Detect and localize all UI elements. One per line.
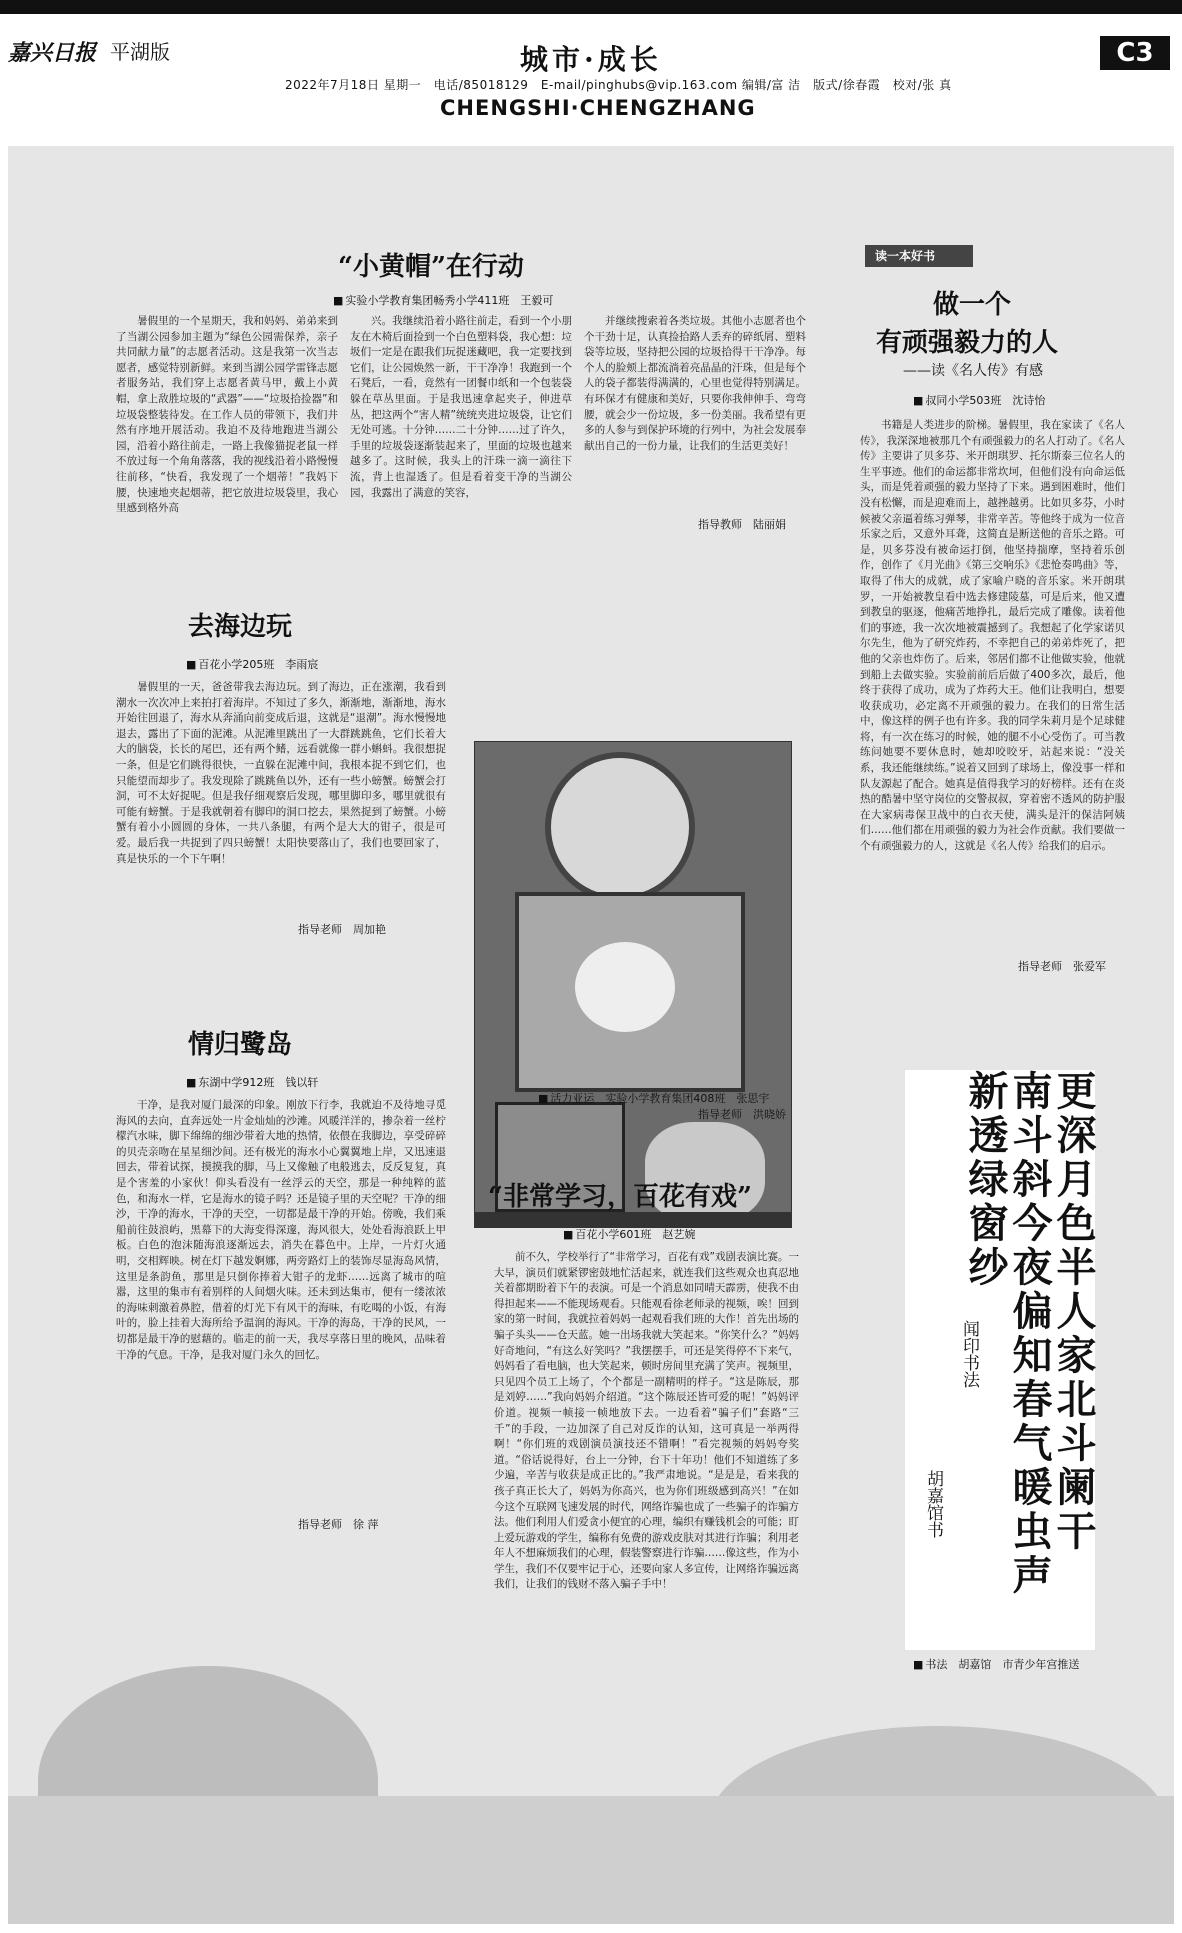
- calligraphy-column: 新透绿窗纱: [962, 1070, 1009, 1290]
- section-pinyin: CHENGSHI·CHENGZHANG: [440, 96, 756, 120]
- student-painting: [474, 741, 792, 1228]
- article-title: 去海边玩: [188, 612, 293, 642]
- article-body: 兴。我继续沿着小路往前走，看到一个小朋友在木椅后面捡到一个白色塑料袋，我心想：垃圾们一定是在跟我们玩捉迷藏吧，我一定要找到它们，让公园焕然一新，干干净净！我跑到一个石凳后，一看，竟然有一团餐巾纸和一个包装袋躲在草丛里面。于是我迅速拿起夹子，伸进草丛，把这两个“害人精”统统夹进垃圾袋，让它们无处可逃。十分钟……二十分钟……过了许久，手里的垃圾袋逐渐装起来了，里面的垃圾也越来越多了。这时候，我头上的汗珠一滴一滴往下流，背上也湿透了。但是看着变干净的当湖公园，我露出了满意的笑容，: [350, 315, 572, 499]
- article-body: 暑假里的一个星期天，我和妈妈、弟弟来到了当湖公园参加主题为“绿色公园需保养，亲子共同献力量”的志愿者活动。这是我第一次当志愿者，感觉特别新鲜。来到当湖公园学雷锋志愿者服务站，我们穿上志愿者黄马甲，戴上小黄帽，拿上敌胜垃圾的“武器”——“垃圾拾捡器”和垃圾袋整装待发。在工作人员的带领下，我们井然有序地开展活动。我迫不及待地跑进当湖公园，沿着小路往前走，一路上我像猫捉老鼠一样不放过每一个角角落落，我的视线沿着小路慢慢往前移，“快看，我发现了一个烟蒂！”我妈下腰，快速地夹起烟蒂，把它放进垃圾袋里，我心里感到格外高: [116, 315, 338, 515]
- article-byline: ■ 东湖中学912班 钱以轩: [186, 1074, 318, 1090]
- article-body: 暑假里的一天，爸爸带我去海边玩。到了海边，正在涨潮，我看到潮水一次次冲上来拍打着海岸。不知过了多久，渐渐地，渐渐地，海水开始往回退了，海水从奔涌向前变成后退，这就是“退潮”。海水慢慢地退去，露出了下面的泥滩。从泥滩里跳出了一大群跳跳鱼，它们长着大大的脑袋，长长的尾巴，还有两个鳍，远看就像一群小蝌蚪。我很想捉一条，但是它们跳得很快，一直躲在泥滩中间，我根本捉不到它们，也只能望而却步了。我发现除了跳跳鱼以外，还有一些小螃蟹。螃蟹会打洞，可不太好捉呢。但是我仔细观察后发现，哪里脚印多，哪里就很有可能有螃蟹。于是我就朝着有脚印的洞口挖去，果然捉到了螃蟹。小螃蟹有着小小圆圆的身体，一共八条腿，有两个是大大的钳子，很是可爱。最后我一共捉到了四只螃蟹！太阳快要落山了，我们也要回家了，真是快乐的一个下午啊！: [116, 681, 446, 865]
- article-advisor: 指导教师 陆丽娟: [698, 518, 786, 531]
- article-body: 并继续搜索着各类垃圾。其他小志愿者也个个干劲十足，认真捡拾路人丢弃的碎纸屑、塑料袋等垃圾，坚持把公园的垃圾拾得干干净净。每个人的脸颊上都流淌着亮晶晶的汗珠，但是每个人的袋子都装得满满的，心里也觉得特别满足。有环保才有健康和美好，只要你我伸伸手、弯弯腰，就会少一份垃圾，多一份美丽。我希望有更多的人参与到保护环境的行列中，为社会发展奉献出自己的一份力量，让我们的生活更美好！: [584, 315, 806, 452]
- calligraphy-column: 南斗斜今夜偏知春气暖虫声: [1006, 1070, 1053, 1598]
- article-title: 情归鹭岛: [188, 1030, 293, 1060]
- article-byline: ■ 实验小学教育集团畅秀小学411班 王毅可: [333, 292, 553, 308]
- article-advisor: 指导老师 张爱军: [1018, 960, 1106, 973]
- article-body: 前不久，学校举行了“非常学习，百花有戏”戏剧表演比赛。一大早，演员们就紧锣密鼓地忙活起来，就连我们这些观众也真忍地关着都期盼着下午的表演。可是一个消息如同晴天霹雳，使我不由得担起来——不能现场观看。只能观看徐老师录的视频，唉！回到家的第一时间，我就拉着妈妈一起观看我们班的大作！首先出场的骗子头头——仓天蓝。她一出场我就大笑起来。“你笑什么？”妈妈好奇地问，“有这么好笑吗？”我摆摆手，可还是笑得停不下来气，妈妈看了看电脑，也大笑起来，顿时房间里充满了笑声。视频里，只见四个员工上场了，个个都是一副精明的样子。“这是陈辰，那是刘婷……”我向妈妈介绍道。“这个陈辰还皆可爱的呢！”妈妈评价道。视频一帧接一帧地放下去。一边看着“骗子们”套路“三千”的手段，一边加深了自己对反诈的认知，这可真是一举两得啊！“你们班的戏剧演员演技还不错啊！”看完视频的妈妈夸奖道。“俗话说得好，台上一分钟，台下十年功！他们不知道练了多少遍，辛苦与收获是成正比的。”我严肃地说。“是是是，看来我的孩子真正长大了，妈妈为你高兴，也为你们班级感到高兴！”在如今这个互联网飞速发展的时代，网络诈骗也成了一些骗子的诈骗方法。他们利用人们爱贪小便宜的心理，编织有赚钱机会的可能；盯上爱玩游戏的学生，编称有免费的游戏皮肤对其进行诈骗；利用老年人不想麻烦我们的心理，假装警察进行诈骗……像这些，作为小学生，我们不仅要牢记于心，还要向家人多宣传，让网络诈骗远离我们，让我们的钱财不落入骗子手中！: [494, 1251, 799, 1591]
- article-advisor: 指导老师 徐 萍: [298, 1518, 379, 1531]
- issue-meta: 2022年7月18日 星期一 电话/85018129 E-mail/pinghubs@vip.163.com 编辑/富 洁 版式/徐春霞 校对/张 真: [285, 78, 952, 92]
- painting-caption: ■ 活力亚运 实验小学教育集团408班 张思宇: [538, 1090, 769, 1106]
- article-title: “非常学习，百花有戏”: [488, 1182, 752, 1212]
- article-body: 干净，是我对厦门最深的印象。刚放下行李，我就迫不及待地寻觅海风的去向，直奔远处一片金灿灿的沙滩。风暖洋洋的，掺杂着一丝柠檬汽水味，脚下绵绵的细沙带着大地的热情，依偎在我脚边，享受碎碎的贝壳亲吻在星星细沙间。还有极光的海水小心翼翼地上岸，又迅速退回去，带着试探，摸摸我的脚，马上又像触了电般逃去，反反复复，真是个害羞的小家伙！仰头看没有一丝浮云的天空，那是一种纯粹的蓝色，和海水一样，它是海水的镜子吗？还是镜子里的天空呢？干净的细沙，干净的海水，干净的天空，一切都是最干净的开始。傍晚，我们乘船前往鼓浪屿，黑幕下的大海变得深邃，海风很大，处处看海浪跃上甲板。白色的泡沫随海浪逐渐远去，消失在暮色中。上岸，一片灯火通明，交相辉映。树在灯下越发婀娜，两旁路灯上的装饰尽显海岛风情，这里是条韵鱼，那里是只倒你捧着大钳子的龙虾……远离了城市的喧嚣，这里的集市有着别样的人间烟火味。还未到达集市，便有一缕浓浓的海味刺激着鼻腔，借着的灯光下有风干的海味，有吃喝的小饭，有海叶的，脸上挂着大海所给予温润的海风。干净的海岛，干净的民风，一切都是最干净的慰藉的。临走的前一天，我尽享落日里的晚风，品味着干净的气息。干净，是我对厦门永久的回忆。: [116, 1099, 446, 1361]
- calligraphy-caption: ■ 书法 胡嘉馆 市青少年宫推送: [913, 1656, 1079, 1672]
- section-title: 城市·成长: [520, 43, 662, 76]
- calligraphy-artwork: [905, 1070, 1095, 1650]
- paper-name: 嘉兴日报: [8, 40, 97, 66]
- article-byline: ■ 叔同小学503班 沈诗怡: [913, 392, 1045, 408]
- calligraphy-signature: 胡嘉馆书: [923, 1470, 943, 1538]
- content-panel: [8, 146, 1174, 1924]
- masthead: [0, 24, 1182, 134]
- article-body: 书籍是人类进步的阶梯。暑假里，我在家读了《名人传》，我深深地被那几个有顽强毅力的名人打动了。《名人传》主要讲了贝多芬、米开朗琪罗、托尔斯泰三位名人的生平事迹。他们的命运都非常坎坷，但他们没有向命运低头，而是凭着顽强的毅力坚持了下来。遇到困难时，他们没有松懈，而是迎难而上，越挫越勇。比如贝多芬，小时候被父亲逼着练习弹琴，非常辛苦。等他终于成为一位音乐家之后，又意外耳聋，这简直是断送他的音乐之路。可是，贝多芬没有被命运打倒，他坚持揣摩，坚持着乐创作，创作了《月光曲》《第三交响乐》《悲怆奏鸣曲》等，取得了伟大的成就，成了家喻户晓的音乐家。米开朗琪罗，一开始被教皇看中选去修建陵墓，可是后来，他又遭到教皇的驱逐，他痛苦地挣扎，最后完成了雕像。读着他们的事迹，我一次次地被震撼到了。我想起了化学家诺贝尔先生，他为了研究炸药，不幸把自己的弟弟炸死了，把他的父亲也炸伤了。后来，邻居们都不让他做实验，他就到船上去做实验。实验前前后后做了400多次，最后，他终于获得了成功，成为了炸药大王。他们让我明白，想要收获成功，必定离不开顽强的毅力。在我们的日常生活中，像这样的例子也有许多。我的同学朱莉月是个足球健将，有一次在练习的时候，她的腿不小心受伤了。可当教练问她要不要休息时，她却咬咬牙，站起来说：“没关系，我还能继续练。”说着又回到了球场上，像没事一样和队友源起了配合。她真是值得我学习的好榜样。还有在炎热的酷暑中坚守岗位的交警叔叔，穿着密不透风的防护服在大家病毒保卫战中的白衣天使，满头是汗的保洁阿姨们……他们都在用顽强的毅力为社会作贡献。我们要做一个有顽强毅力的人，这就是《名人传》给我们的启示。: [860, 419, 1125, 853]
- article-title: 有顽强毅力的人: [876, 328, 1059, 358]
- article-title: 做一个: [933, 290, 1012, 320]
- calligraphy-inscription: 闻印书法: [959, 1320, 979, 1388]
- article-byline: ■ 百花小学601班 赵艺婉: [563, 1226, 695, 1242]
- article-byline: ■ 百花小学205班 李雨宸: [186, 656, 318, 672]
- calligraphy-column: 更深月色半人家北斗阑干: [1050, 1070, 1097, 1554]
- article-title: “小黄帽”在行动: [338, 252, 524, 282]
- article-advisor: 指导老师 周加艳: [298, 923, 386, 936]
- column-tag: 读一本好书: [865, 245, 973, 267]
- painting-advisor: 指导老师 洪晓娇: [698, 1108, 786, 1121]
- page-number: C3: [1100, 36, 1170, 70]
- article-subtitle: ——读《名人传》有感: [903, 363, 1043, 379]
- edition-label: 平湖版: [110, 40, 170, 64]
- top-rule: [0, 0, 1182, 14]
